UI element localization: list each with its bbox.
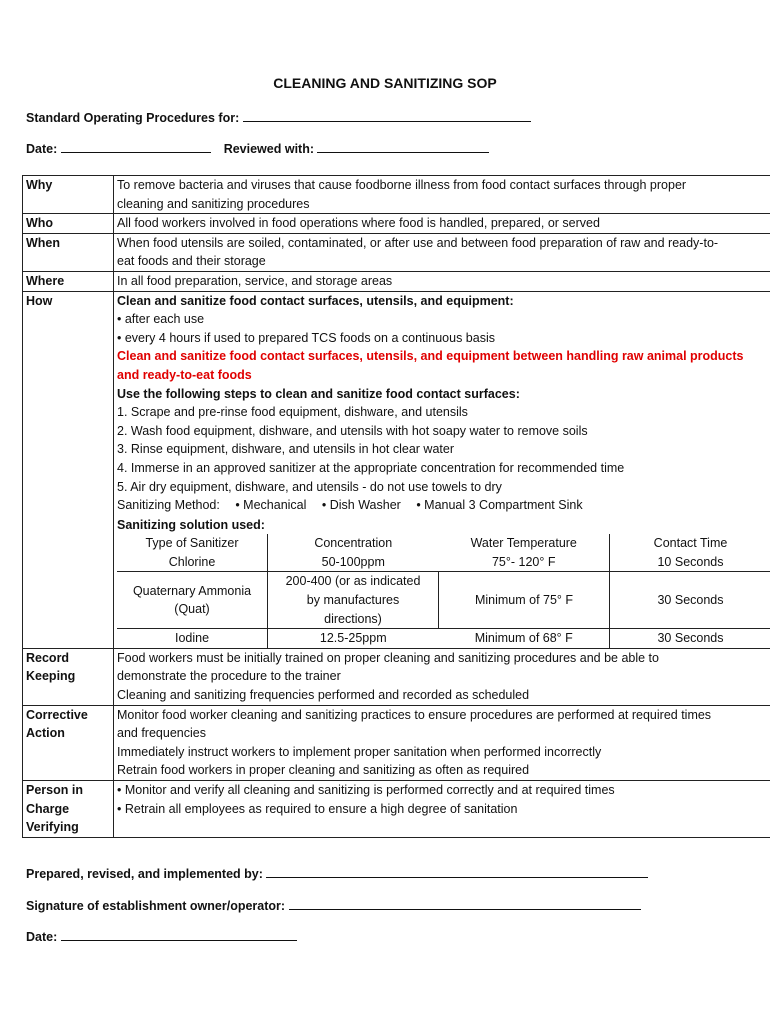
signature-line bbox=[26, 896, 641, 913]
row-when bbox=[23, 233, 770, 271]
sop-for-line bbox=[26, 108, 531, 125]
date-field[interactable] bbox=[61, 139, 211, 153]
method-option: • Dish Washer bbox=[321, 498, 401, 513]
row-corrective-action bbox=[23, 705, 770, 780]
content-who: All food workers involved in food operations where food is handled, prepared, or served bbox=[114, 214, 770, 234]
method-option: • Mechanical bbox=[235, 498, 307, 513]
footer-date-label: Date: bbox=[26, 930, 61, 944]
sanitizer-row: Iodine 12.5-25ppm Minimum of 68° F 30 Seconds bbox=[117, 629, 770, 648]
header-temperature: Water Temperature bbox=[439, 534, 610, 553]
step-item: 1. Scrape and pre-rinse food equipment, dishware, and utensils bbox=[117, 405, 468, 420]
red-warning-line: and ready-to-eat foods bbox=[117, 367, 252, 382]
sop-table bbox=[22, 175, 770, 838]
method-label: Sanitizing Method: bbox=[117, 498, 220, 513]
date-label: Date: bbox=[26, 142, 61, 156]
sanitizing-method-line bbox=[117, 496, 770, 515]
method-option: • Manual 3 Compartment Sink bbox=[416, 498, 583, 513]
label-when: When bbox=[23, 233, 114, 271]
row-how bbox=[23, 291, 770, 648]
step-item: 5. Air dry equipment, dishware, and utensils - do not use towels to dry bbox=[117, 479, 502, 494]
row-person-verifying bbox=[23, 781, 770, 838]
reviewed-with-label: Reviewed with: bbox=[223, 142, 318, 156]
solution-heading: Sanitizing solution used: bbox=[117, 517, 265, 532]
reviewed-with-field[interactable] bbox=[317, 139, 489, 153]
prepared-by-label: Prepared, revised, and implemented by: bbox=[26, 867, 267, 881]
step-item: 3. Rinse equipment, dishware, and utensils in hot clear water bbox=[117, 442, 454, 457]
prepared-by-field[interactable] bbox=[266, 864, 648, 878]
content-person-verifying: • Monitor and verify all cleaning and sanitizing is performed correctly and at required times • Retrain all employees as required to ensure a high degree of sanitation bbox=[114, 781, 770, 838]
how-bullet: • after each use bbox=[117, 312, 205, 327]
footer-date-field[interactable] bbox=[61, 927, 297, 941]
footer-date-line bbox=[26, 927, 297, 944]
label-person-verifying: Person in Charge Verifying bbox=[23, 781, 114, 838]
how-heading: Clean and sanitize food contact surfaces, utensils, and equipment: bbox=[117, 293, 514, 308]
sanitizer-row: Chlorine 50-100ppm 75°- 120° F 10 Seconds bbox=[117, 553, 770, 572]
row-record-keeping bbox=[23, 648, 770, 705]
content-when: When food utensils are soiled, contaminated, or after use and between food preparation of raw and ready-to- eat foods and their storage bbox=[114, 233, 770, 271]
steps-heading: Use the following steps to clean and sanitize food contact surfaces: bbox=[117, 386, 520, 401]
content-how bbox=[114, 291, 770, 648]
row-where bbox=[23, 271, 770, 291]
row-why bbox=[23, 176, 770, 214]
label-why: Why bbox=[23, 176, 114, 214]
signature-field[interactable] bbox=[289, 896, 641, 910]
content-corrective-action: Monitor food worker cleaning and sanitizing practices to ensure procedures are performed at required times and frequencies Immediately instruct workers to implement proper sanitation when performed incorrectly Retrain food workers in proper cleaning and sanitizing as often as required bbox=[114, 705, 770, 780]
sanitizer-table bbox=[117, 534, 770, 648]
content-why: To remove bacteria and viruses that cause foodborne illness from food contact surfaces through proper cleaning and sanitizing procedures bbox=[114, 176, 770, 214]
how-bullet: • every 4 hours if used to prepared TCS foods on a continuous basis bbox=[117, 330, 495, 345]
sanitizer-header-row bbox=[117, 534, 770, 553]
sop-for-label: Standard Operating Procedures for: bbox=[26, 111, 243, 125]
header-type: Type of Sanitizer bbox=[117, 534, 268, 553]
label-who: Who bbox=[23, 214, 114, 234]
label-where: Where bbox=[23, 271, 114, 291]
header-contact-time: Contact Time bbox=[653, 536, 728, 551]
step-item: 2. Wash food equipment, dishware, and utensils with hot soapy water to remove soils bbox=[117, 423, 588, 438]
label-how: How bbox=[23, 291, 114, 648]
date-review-line bbox=[26, 139, 489, 156]
page-title: CLEANING AND SANITIZING SOP bbox=[273, 75, 497, 91]
prepared-by-line bbox=[26, 864, 648, 881]
header-concentration: Concentration bbox=[314, 536, 393, 551]
red-warning-line: Clean and sanitize food contact surfaces, utensils, and equipment between handling raw animal products bbox=[117, 349, 744, 364]
content-record-keeping: Food workers must be initially trained on proper cleaning and sanitizing procedures and be able to demonstrate the procedure to the trainer Cleaning and sanitizing frequencies performed and recorded as scheduled bbox=[114, 648, 770, 705]
label-record-keeping: Record Keeping bbox=[23, 648, 114, 705]
step-item: 4. Immerse in an approved sanitizer at the appropriate concentration for recommended time bbox=[117, 460, 625, 475]
label-corrective-action: Corrective Action bbox=[23, 705, 114, 780]
row-who bbox=[23, 214, 770, 234]
content-where: In all food preparation, service, and storage areas bbox=[114, 271, 770, 291]
signature-label: Signature of establishment owner/operator: bbox=[26, 899, 289, 913]
sanitizer-row: Quaternary Ammonia (Quat) 200-400 (or as indicated by manufactures directions) Minimum of 75° F 30 Seconds bbox=[117, 572, 770, 629]
sop-for-field[interactable] bbox=[243, 108, 531, 122]
